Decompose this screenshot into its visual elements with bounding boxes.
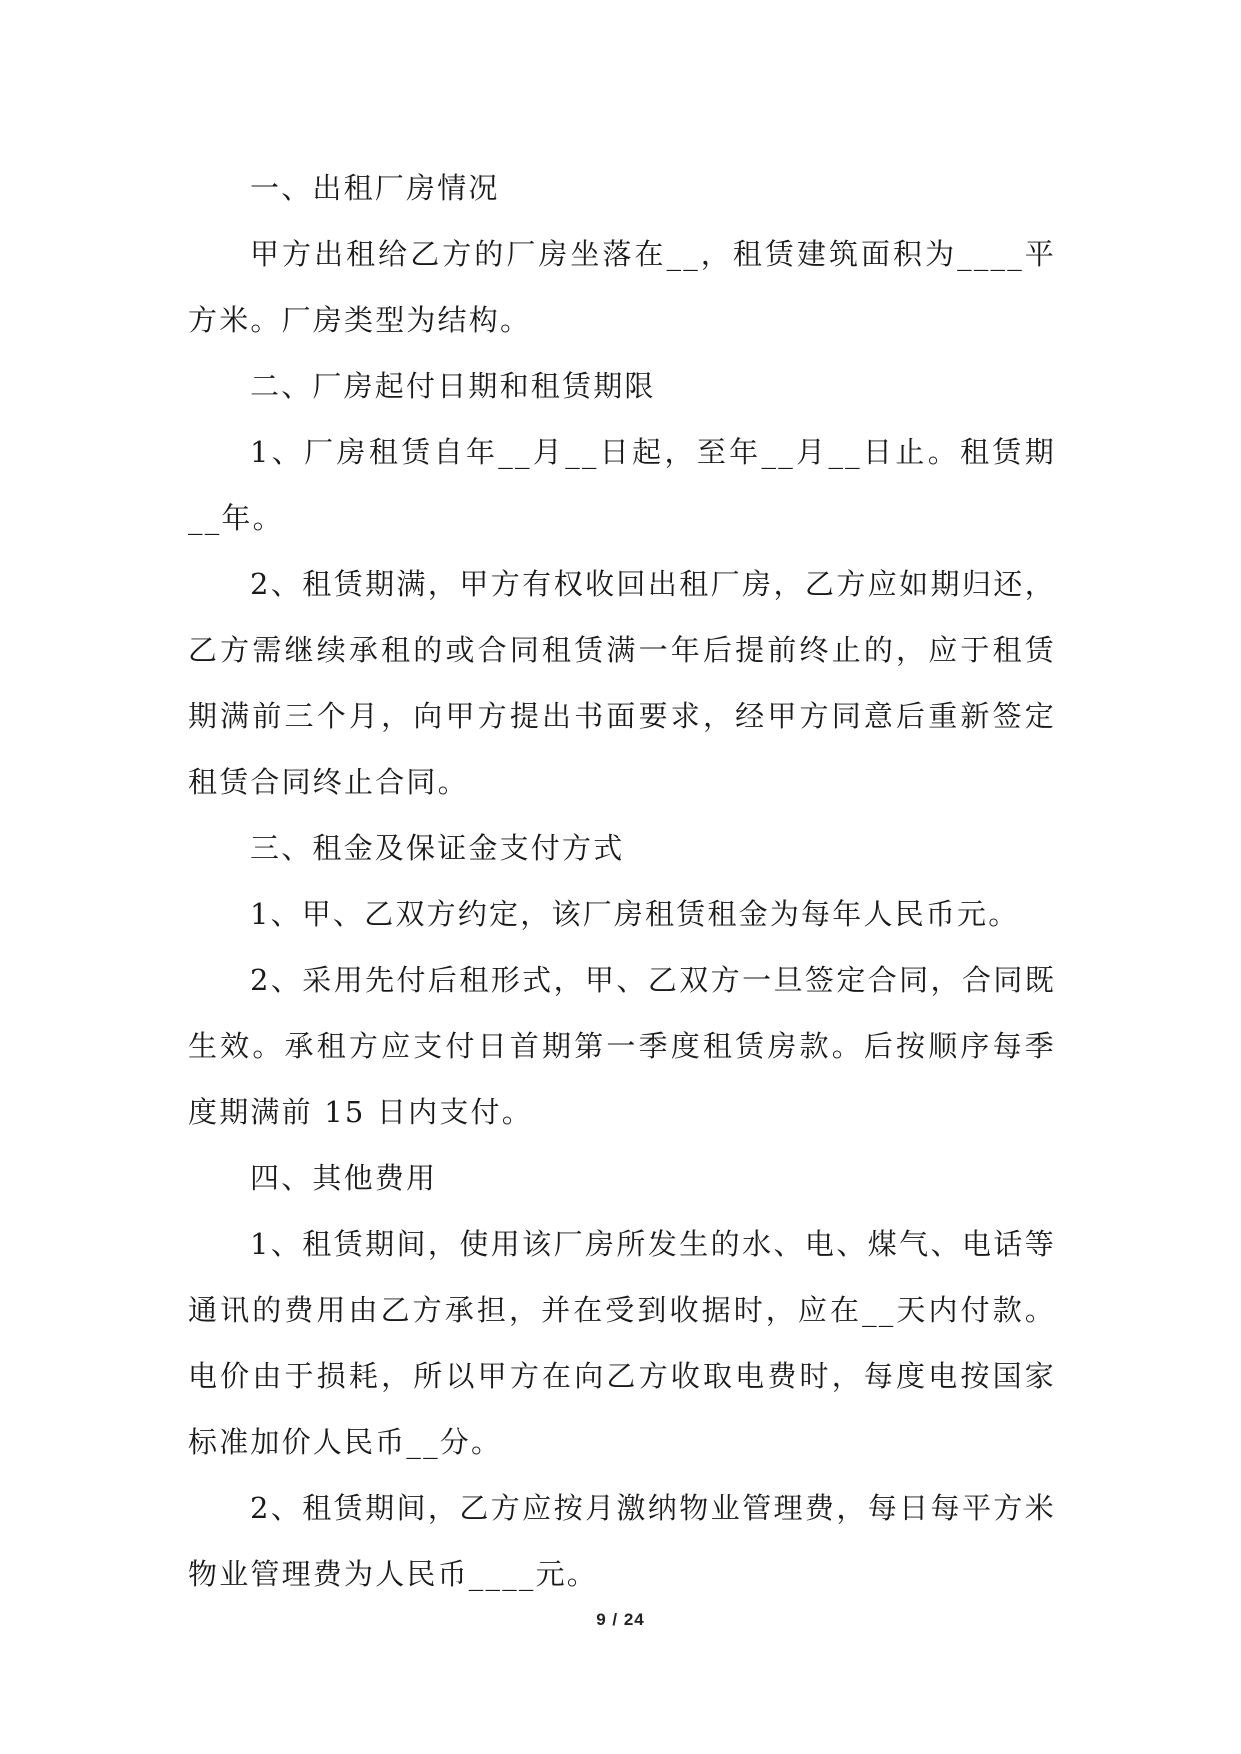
paragraph: 2、租赁期间，乙方应按月激纳物业管理费，每日每平方米物业管理费为人民币____元。 (188, 1491, 1056, 1591)
section-heading-1: 一、出租厂房情况 (250, 171, 500, 205)
section-heading-3: 三、租金及保证金支付方式 (250, 831, 625, 865)
paragraph: 甲方出租给乙方的厂房坐落在__，租赁建筑面积为____平方米。厂房类型为结构。 (188, 237, 1056, 337)
section-heading-2: 二、厂房起付日期和租赁期限 (250, 369, 656, 403)
section-heading-4: 四、其他费用 (250, 1161, 438, 1195)
paragraph: 1、租赁期间，使用该厂房所发生的水、电、煤气、电话等通讯的费用由乙方承担，并在受到收据时，应在__天内付款。电价由于损耗，所以甲方在向乙方收取电费时，每度电按国家标准加价人民币__分。 (188, 1227, 1056, 1459)
page-number: 9 / 24 (596, 1610, 645, 1629)
document-body (188, 155, 1056, 1607)
paragraph: 2、租赁期满，甲方有权收回出租厂房，乙方应如期归还，乙方需继续承租的或合同租赁满一年后提前终止的，应于租赁期满前三个月，向甲方提出书面要求，经甲方同意后重新签定租赁合同终止合同。 (188, 567, 1056, 799)
paragraph: 1、厂房租赁自年__月__日起，至年__月__日止。租赁期__年。 (188, 435, 1056, 535)
paragraph: 1、甲、乙双方约定，该厂房租赁租金为每年人民币元。 (250, 897, 1020, 931)
paragraph: 2、采用先付后租形式，甲、乙双方一旦签定合同，合同既生效。承租方应支付日首期第一季度租赁房款。后按顺序每季度期满前 15 日内支付。 (188, 963, 1056, 1129)
